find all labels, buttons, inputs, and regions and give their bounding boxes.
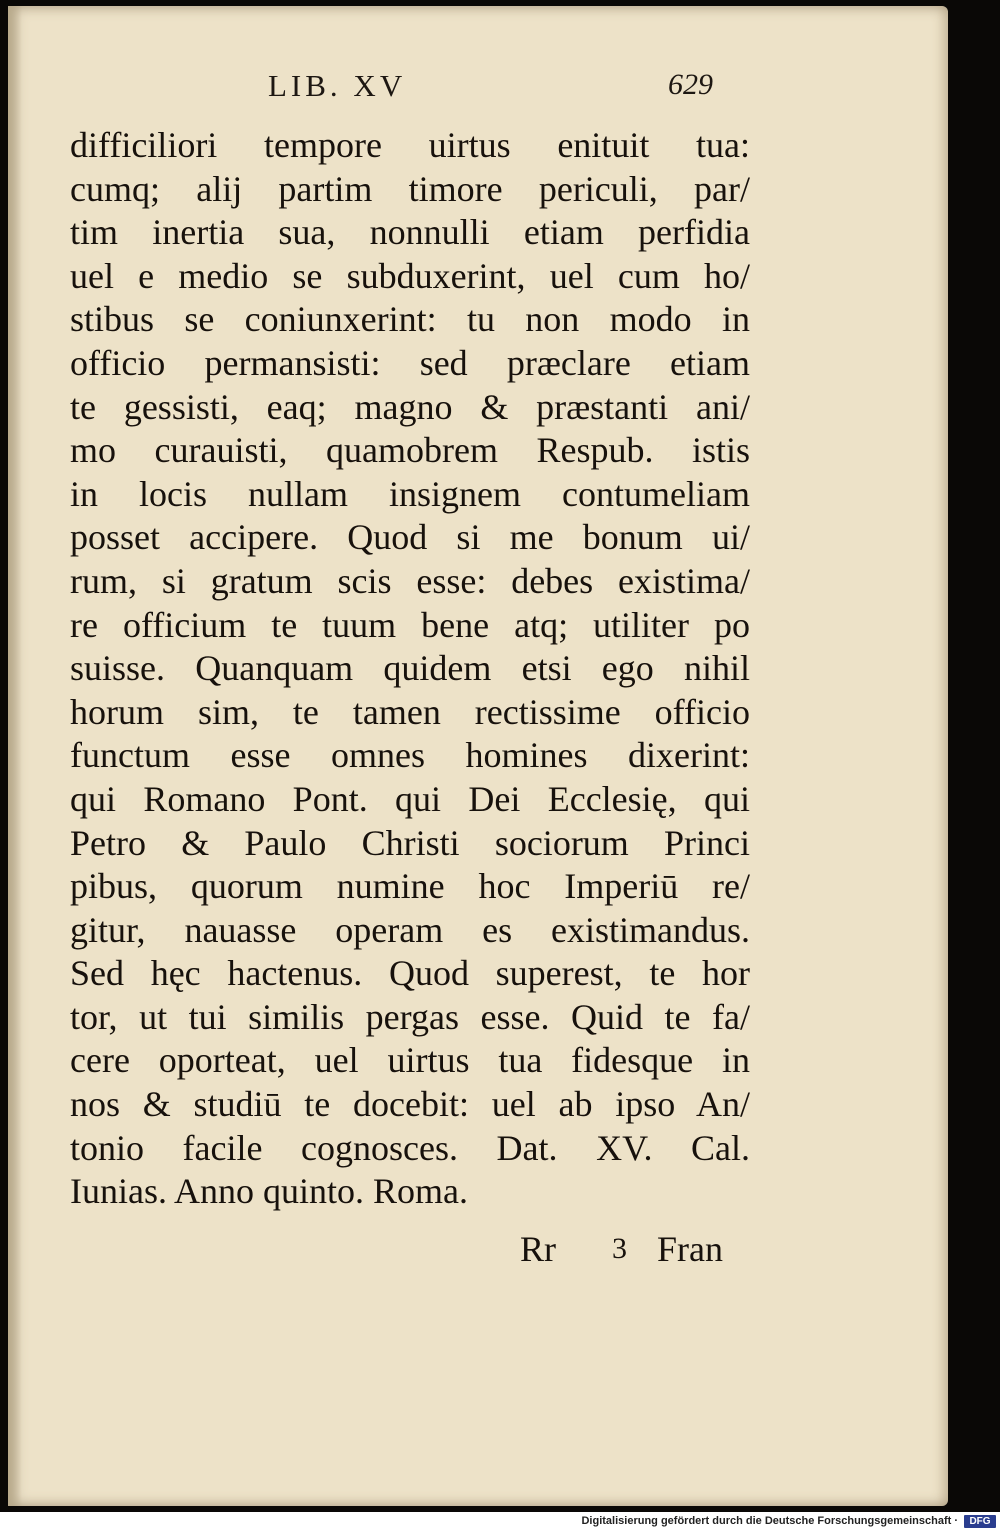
text-line: functum esse omnes homines dixerint: — [70, 735, 750, 776]
signature-number: 3 — [612, 1232, 627, 1265]
book-number: LIB. XV — [268, 68, 407, 103]
text-line: Sed hęc hactenus. Quod superest, te hor — [70, 953, 750, 994]
text-line: cere oporteat, uel uirtus tua fidesque in — [70, 1040, 750, 1081]
text-line: re officium te tuum bene atq; utiliter po — [70, 604, 750, 645]
body-text — [70, 124, 750, 1214]
text-line: tim inertia sua, nonnulli etiam perfidia — [70, 212, 750, 253]
text-line: officio permansisti: sed præclare etiam — [70, 342, 750, 383]
signature-mark: Rr — [520, 1229, 556, 1269]
text-line: tonio facile cognosces. Dat. XV. Cal. — [70, 1127, 750, 1168]
running-head — [0, 68, 1000, 108]
text-line: stibus se coniunxerint: tu non modo in — [70, 299, 750, 340]
text-line: pibus, quorum numine hoc Imperiū re/ — [70, 866, 750, 907]
text-line: tor, ut tui similis pergas esse. Quid te fa/ — [70, 996, 750, 1037]
folio-number: 629 — [668, 68, 713, 101]
dfg-logo-icon: DFG — [964, 1515, 996, 1528]
text-line: mo curauisti, quamobrem Respub. istis — [70, 430, 750, 471]
credit-text: Digitalisierung gefördert durch die Deutsche Forschungsgemeinschaft · — [581, 1515, 958, 1527]
page-footer — [520, 1228, 750, 1272]
text-line-last: Iunias. Anno quinto. Roma. — [70, 1171, 468, 1212]
text-line: suisse. Quanquam quidem etsi ego nihil — [70, 648, 750, 689]
text-line: Petro & Paulo Christi sociorum Princi — [70, 822, 750, 863]
text-line: gitur, nauasse operam es existimandus. — [70, 909, 750, 950]
page-gutter-shadow — [8, 6, 22, 1506]
text-line: rum, si gratum scis esse: debes existima/ — [70, 560, 750, 601]
credit-bar — [0, 1512, 1000, 1532]
text-line: difficiliori tempore uirtus enituit tua: — [70, 125, 750, 165]
text-line: uel e medio se subduxerint, uel cum ho/ — [70, 255, 750, 296]
text-line: qui Romano Pont. qui Dei Ecclesię, qui — [70, 778, 750, 819]
text-line: nos & studiū te docebit: uel ab ipso An/ — [70, 1084, 750, 1125]
text-line: in locis nullam insignem contumeliam — [70, 473, 750, 514]
text-line: posset accipere. Quod si me bonum ui/ — [70, 517, 750, 558]
text-line: te gessisti, eaq; magno & præstanti ani/ — [70, 386, 750, 427]
text-line: cumq; alij partim timore periculi, par/ — [70, 168, 750, 209]
catchword: Fran — [657, 1229, 723, 1269]
text-line: horum sim, te tamen rectissime officio — [70, 691, 750, 732]
